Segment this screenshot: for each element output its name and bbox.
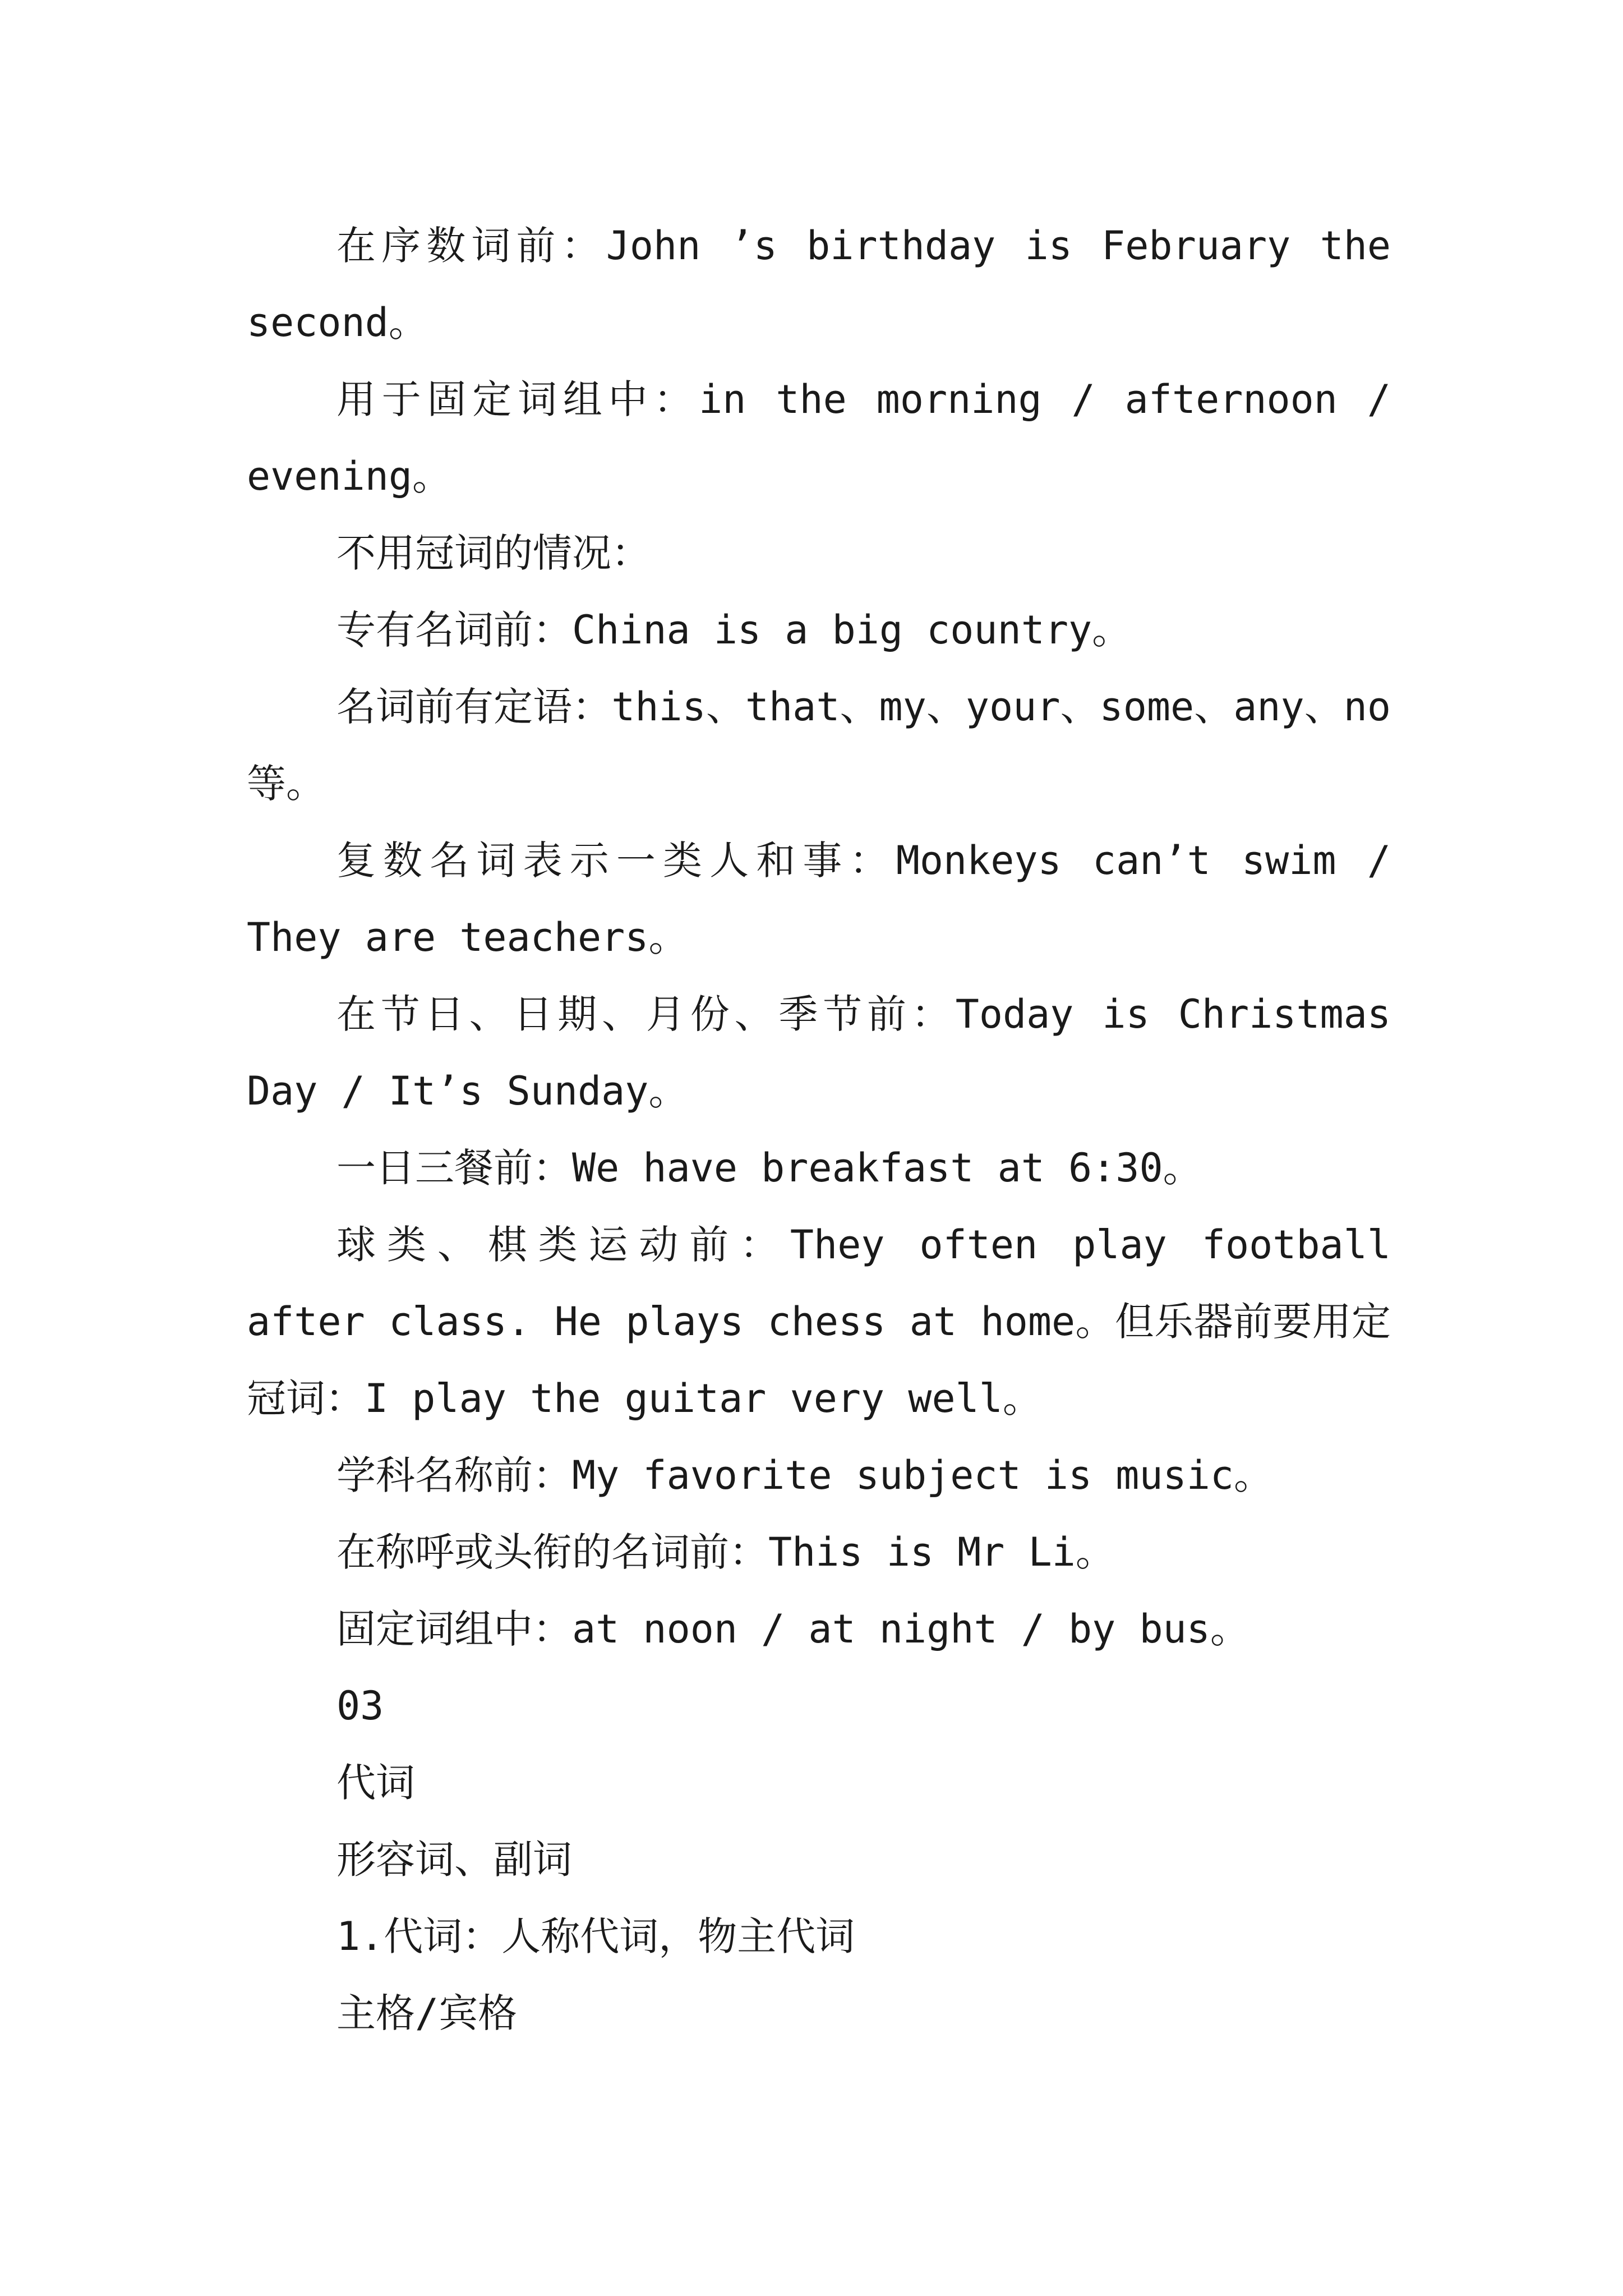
paragraph-pronoun-types: 1.代词：人称代词，物主代词 (336, 1913, 855, 1959)
paragraph-plural-nouns: 复数名词表示一类人和事：Monkeys can’t swim / They are teachers。 (247, 838, 1391, 960)
paragraph-proper-nouns: 专有名词前：China is a big country。 (336, 607, 1132, 653)
paragraph-ordinal-numbers: 在序数词前：John ’s birthday is February the second。 (247, 223, 1391, 346)
paragraph-fixed-phrases: 用于固定词组中：in the morning / afternoon / evening。 (247, 376, 1391, 499)
paragraph-case-forms: 主格/宾格 (336, 1990, 518, 2036)
paragraph-no-article-heading: 不用冠词的情况： (336, 530, 651, 576)
document-body (247, 208, 1391, 2052)
section-heading-adjectives-adverbs: 形容词、副词 (336, 1837, 572, 1883)
paragraph-subjects: 学科名称前：My favorite subject is music。 (336, 1452, 1274, 1498)
paragraph-fixed-phrases-2: 固定词组中：at noon / at night / by bus。 (336, 1606, 1249, 1652)
paragraph-determiners: 名词前有定语：this、that、my、your、some、any、no等。 (247, 684, 1391, 807)
paragraph-sports-games: 球类、棋类运动前：They often play football after class. He plays chess at home。但乐器前要用定冠词：I play the guitar very well。 (247, 1222, 1391, 1421)
section-number: 03 (336, 1683, 384, 1729)
paragraph-titles: 在称呼或头衔的名词前：This is Mr Li。 (336, 1529, 1115, 1575)
paragraph-meals: 一日三餐前：We have breakfast at 6:30。 (336, 1145, 1202, 1191)
paragraph-holidays-dates: 在节日、日期、月份、季节前：Today is Christmas Day / It’s Sunday。 (247, 991, 1391, 1114)
section-heading-pronouns: 代词 (336, 1760, 415, 1806)
